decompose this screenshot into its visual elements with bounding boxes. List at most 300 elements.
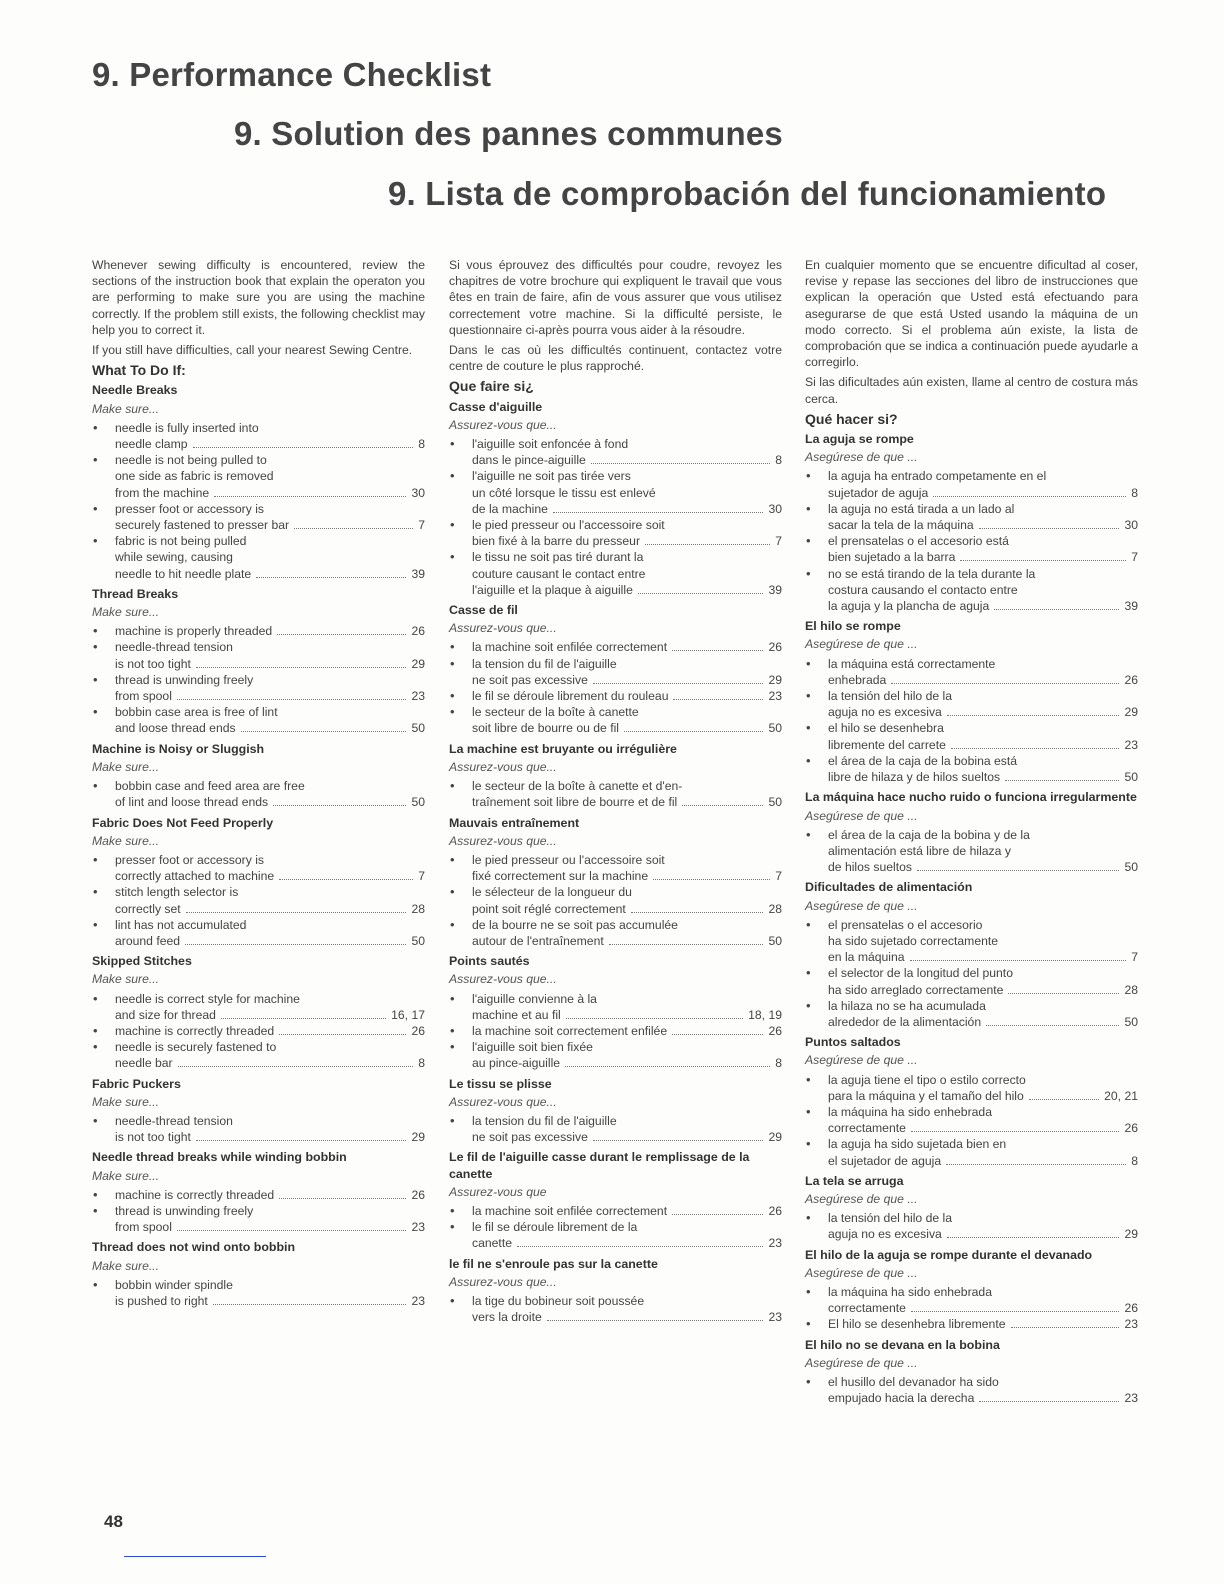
page-reference: 18, 19 (748, 1007, 782, 1022)
leader-dots (946, 1164, 1126, 1165)
checklist-item (92, 420, 425, 452)
page-reference: 26 (1124, 1301, 1138, 1316)
check-intro: Assurez-vous que... (449, 417, 557, 432)
check-intro: Make sure... (92, 972, 160, 987)
item-line (472, 1055, 782, 1071)
item-line (115, 485, 425, 501)
item-text: traînement soit libre de bourre et de fil (472, 795, 678, 810)
check-intro: Asegúrese de que ... (805, 1191, 918, 1206)
checklist-item (92, 852, 425, 884)
checklist-item (92, 533, 425, 582)
intro-paragraph: Whenever sewing difficulty is encountered, review the sections of the instruction book that explain the operaton you are performing to make sure you are using the machine correctly. If the problem still exists, the following checklist may help you to correct it. (92, 258, 426, 337)
item-text: • El hilo se desenhebra libremente (828, 1317, 1006, 1332)
item-text: • needle is fully inserted into (115, 420, 259, 435)
checklist (92, 852, 425, 949)
item-line (828, 737, 1138, 753)
item-line (472, 533, 782, 549)
checklist-item (449, 549, 782, 598)
problem-heading: Thread does not wind onto bobbin (92, 1240, 296, 1255)
check-intro: Asegúrese de que ... (805, 808, 918, 823)
checklist-item (92, 623, 425, 639)
page-reference: 30 (411, 485, 425, 500)
item-text: • l'aiguille soit bien fixée (472, 1040, 593, 1055)
item-line (828, 949, 1138, 965)
checklist (805, 468, 1138, 614)
checklist (449, 1293, 782, 1325)
checklist (92, 991, 425, 1072)
check-intro: Asegúrese de que ... (805, 1053, 918, 1068)
item-line (828, 1120, 1138, 1136)
page-reference: 26 (768, 640, 782, 655)
item-text: • bobbin winder spindle (115, 1277, 233, 1292)
checklist (92, 1113, 425, 1145)
item-text: • le tissu ne soit pas tiré durant la (472, 550, 644, 565)
item-text: • la tension du fil de l'aiguille (472, 656, 617, 671)
item-text: • la tensión del hilo de la (828, 1211, 952, 1226)
item-text: • el husillo del devanador ha sido (828, 1375, 999, 1389)
leader-dots (565, 1066, 770, 1067)
checklist-item (805, 468, 1138, 500)
page-reference: 8 (418, 1056, 425, 1071)
item-text: around feed (115, 933, 181, 948)
leader-dots (947, 715, 1120, 716)
checklist (449, 436, 782, 598)
leader-dots (593, 1140, 764, 1141)
checklist-item (805, 566, 1138, 615)
item-line (115, 1007, 425, 1023)
problem-heading: Thread Breaks (92, 586, 179, 601)
page-reference: 23 (1124, 1391, 1138, 1406)
item-line (115, 566, 425, 582)
check-intro: Assurez-vous que... (449, 833, 557, 848)
item-text: one side as fabric is removed (115, 469, 274, 484)
leader-dots (986, 1025, 1119, 1026)
page-reference: 26 (411, 1187, 425, 1202)
intro-paragraph: Dans le cas où les difficultés continuent, contactez votre centre de couture le plus rapproché. (449, 343, 782, 374)
checklist-item (92, 917, 425, 949)
checklist-item (449, 704, 782, 736)
problem-heading: Fabric Does Not Feed Properly (92, 815, 274, 830)
checklist-item (449, 1113, 782, 1145)
page-reference: 50 (768, 795, 782, 810)
check-intro: Make sure... (92, 605, 160, 620)
leader-dots (673, 699, 763, 700)
leader-dots (221, 1018, 386, 1019)
item-text: • el selector de la longitud del punto (828, 966, 1013, 981)
check-intro: Assurez-vous que... (449, 1094, 557, 1109)
item-text: • la hilaza no se ha acumulada (828, 998, 986, 1013)
item-text: • stitch length selector is (115, 885, 239, 900)
leader-dots (624, 731, 763, 732)
item-text: • thread is unwinding freely (115, 1203, 254, 1218)
problem-heading: Fabric Puckers (92, 1076, 181, 1091)
item-line (828, 672, 1138, 688)
item-text: vers la droite (472, 1310, 542, 1325)
problem-heading: Machine is Noisy or Sluggish (92, 741, 265, 756)
page-reference: 26 (1124, 672, 1138, 687)
checklist (805, 1210, 1138, 1242)
problem-heading: Le fil de l'aiguille casse durant le remplissage de la canette (449, 1150, 750, 1181)
checklist-item (92, 704, 425, 736)
leader-dots (273, 805, 406, 806)
item-line (472, 933, 782, 949)
item-line (115, 656, 425, 672)
item-text: alimentación está libre de hilaza y (828, 843, 1011, 858)
item-text: and size for thread (115, 1007, 216, 1022)
checklist-item (449, 1203, 782, 1219)
leader-dots (672, 1034, 763, 1035)
item-text: from the machine (115, 485, 210, 500)
leader-dots (591, 463, 770, 464)
item-line (828, 704, 1138, 720)
checklist (449, 778, 782, 810)
leader-dots (891, 683, 1119, 684)
leader-dots (279, 1034, 406, 1035)
page-reference: 16, 17 (391, 1007, 425, 1022)
item-text: • la aguja ha entrado competamente en el (828, 469, 1047, 484)
item-line (472, 639, 782, 655)
item-text: el sujetador de aguja (828, 1153, 942, 1168)
checklist (449, 1113, 782, 1145)
checklist-item (449, 517, 782, 549)
checklist-item (805, 501, 1138, 533)
item-text: • la aguja ha sido sujetada bien en (828, 1137, 1007, 1152)
problem-heading: Dificultades de alimentación (805, 880, 973, 895)
leader-dots (177, 1230, 407, 1231)
leader-dots (672, 1214, 763, 1215)
leader-dots (178, 1066, 414, 1067)
item-line (472, 1023, 782, 1039)
checklist-item (92, 991, 425, 1023)
item-text: dans le pince-aiguille (472, 453, 586, 468)
item-line (115, 901, 425, 917)
checklist-item (92, 452, 425, 501)
page-reference: 8 (775, 1056, 782, 1071)
page-reference: 29 (768, 672, 782, 687)
problem-heading: Le tissu se plisse (449, 1076, 552, 1091)
item-line (472, 794, 782, 810)
problem-heading: Casse de fil (449, 603, 518, 618)
item-text: • needle-thread tension (115, 1113, 233, 1128)
item-line (115, 868, 425, 884)
item-text: of lint and loose thread ends (115, 795, 269, 810)
checklist (805, 656, 1138, 786)
page-reference: 50 (1124, 1014, 1138, 1029)
page-reference: 50 (411, 933, 425, 948)
page-reference: 8 (1131, 485, 1138, 500)
leader-dots (294, 528, 413, 529)
page-reference: 50 (768, 721, 782, 736)
item-line (828, 1316, 1138, 1332)
item-text: • machine is correctly threaded (115, 1187, 275, 1202)
item-text: • la machine soit correctement enfilée (472, 1023, 668, 1038)
check-intro: Make sure... (92, 401, 160, 416)
page-reference: 29 (411, 1130, 425, 1145)
item-line (472, 901, 782, 917)
column-english (92, 257, 425, 1311)
item-text: securely fastened to presser bar (115, 518, 290, 533)
leader-dots (994, 609, 1119, 610)
item-text: de hilos sueltos (828, 860, 913, 875)
page-reference: 23 (411, 689, 425, 704)
item-text: en la máquina (828, 950, 905, 965)
checklist-item (92, 1023, 425, 1039)
item-text: canette (472, 1236, 512, 1251)
checklist-item (449, 656, 782, 688)
item-line (472, 501, 782, 517)
item-text: • de la bourre ne se soit pas accumulée (472, 917, 678, 932)
checklist-item (805, 1072, 1138, 1104)
page-reference: 8 (775, 453, 782, 468)
item-line (115, 720, 425, 736)
checklist (92, 778, 425, 810)
item-text: • la machine soit enfilée correctement (472, 1203, 668, 1218)
item-text: • thread is unwinding freely (115, 672, 254, 687)
item-text: correctamente (828, 1301, 906, 1316)
item-text: • la tensión del hilo de la (828, 689, 952, 704)
problem-heading: Skipped Stitches (92, 954, 192, 969)
item-text: while sewing, causing (115, 550, 233, 565)
checklist-item (449, 884, 782, 916)
page-reference: 30 (1124, 518, 1138, 533)
leader-dots (910, 960, 1127, 961)
leader-dots (566, 1018, 743, 1019)
leader-dots (1011, 1327, 1120, 1328)
item-text: • l'aiguille ne soit pas tirée vers (472, 469, 631, 484)
item-line (472, 1309, 782, 1325)
item-text: libre de hilaza y de hilos sueltos (828, 770, 1001, 785)
page-reference: 39 (411, 566, 425, 581)
item-text: • el prensatelas o el accesorio está (828, 534, 1009, 549)
leader-dots (979, 528, 1120, 529)
item-line (828, 1153, 1138, 1169)
checklist-item (449, 1293, 782, 1325)
leader-dots (1005, 780, 1119, 781)
checklist-item (449, 1023, 782, 1039)
checklist-item (805, 753, 1138, 785)
item-text: • lint has not accumulated (115, 917, 247, 932)
item-text: para la máquina y el tamaño del hilo (828, 1088, 1024, 1103)
item-line (115, 933, 425, 949)
page-reference: 23 (768, 1236, 782, 1251)
page-reference: 29 (1124, 1227, 1138, 1242)
item-line (115, 794, 425, 810)
page-reference: 7 (418, 518, 425, 533)
item-text: correctamente (828, 1121, 906, 1136)
intro-paragraph: Si las dificultades aún existen, llame al centro de costura más cerca. (805, 375, 1138, 406)
item-text: autour de l'entraînement (472, 933, 604, 948)
item-text: ha sido arreglado correctamente (828, 982, 1004, 997)
problem-heading: Needle thread breaks while winding bobbin (92, 1150, 347, 1165)
item-line (472, 672, 782, 688)
checklist-item (449, 917, 782, 949)
page-reference: 26 (1124, 1121, 1138, 1136)
intro-paragraph: En cualquier momento que se encuentre dificultad al coser, revise y repase las secciones del libro de instrucciones que explican la operación que Usted está efectuando para asegurarse de que está Usted usando la máquina de un modo correcto. Si el problema aún existe, la lista de comprobación que se indica a continuación puede ayudarle a corregirlo. (805, 258, 1138, 370)
checklist (805, 1284, 1138, 1333)
check-intro: Make sure... (92, 833, 160, 848)
page-reference: 23 (768, 689, 782, 704)
page-reference: 29 (1124, 705, 1138, 720)
leader-dots (193, 447, 414, 448)
section-heading: Que faire si¿ (449, 378, 534, 395)
leader-dots (645, 544, 770, 545)
checklist-item (449, 778, 782, 810)
item-line (828, 1300, 1138, 1316)
item-line (828, 1390, 1138, 1406)
checklist-item (92, 501, 425, 533)
item-line (115, 1219, 425, 1235)
item-text: • needle is not being pulled to (115, 453, 267, 468)
page-reference: 23 (1124, 1317, 1138, 1332)
checklist (449, 991, 782, 1072)
page-reference: 8 (418, 437, 425, 452)
page-reference: 23 (411, 1220, 425, 1235)
problem-heading: La máquina hace nucho ruido o funciona irregularmente (805, 790, 1137, 805)
item-text: • le pied presseur ou l'accessoire soit (472, 852, 665, 867)
item-line (828, 769, 1138, 785)
leader-dots (547, 1320, 764, 1321)
item-text: • le sélecteur de la longueur du (472, 885, 632, 900)
checklist (449, 852, 782, 949)
leader-dots (960, 560, 1126, 561)
leader-dots (185, 944, 406, 945)
check-intro: Asegúrese de que ... (805, 898, 918, 913)
problem-heading: La tela se arruga (805, 1173, 904, 1188)
problem-heading: Points sautés (449, 954, 530, 969)
title-spanish: 9. Lista de comprobación del funcionamiento (388, 175, 1107, 212)
leader-dots (933, 496, 1126, 497)
leader-dots (279, 879, 413, 880)
item-text: fixé correctement sur la machine (472, 869, 649, 884)
problem-heading: le fil ne s'enroule pas sur la canette (449, 1256, 658, 1271)
page-reference: 23 (1124, 737, 1138, 752)
item-text: bien sujetado a la barra (828, 550, 956, 565)
checklist (805, 1374, 1138, 1406)
check-intro: Asegúrese de que ... (805, 450, 918, 465)
checklist-item (92, 884, 425, 916)
item-text: from spool (115, 1220, 172, 1235)
check-intro: Make sure... (92, 1168, 160, 1183)
item-text: • el área de la caja de la bobina y de la (828, 827, 1030, 842)
item-line (115, 517, 425, 533)
page-reference: 29 (411, 656, 425, 671)
problem-heading: El hilo no se devana en la bobina (805, 1337, 1000, 1352)
item-text: alrededor de la alimentación (828, 1014, 982, 1029)
checklist-item (92, 1203, 425, 1235)
page-number: 48 (104, 1512, 123, 1531)
item-line (472, 1129, 782, 1145)
leader-dots (241, 731, 407, 732)
title-french: 9. Solution des pannes communes (234, 115, 783, 152)
page-reference: 30 (768, 501, 782, 516)
page-reference: 7 (775, 869, 782, 884)
leader-dots (653, 879, 770, 880)
problem-heading: Needle Breaks (92, 383, 178, 398)
leader-dots (682, 805, 763, 806)
item-line (828, 1014, 1138, 1030)
item-text: • la aguja tiene el tipo o estilo correcto (828, 1072, 1026, 1087)
item-text: • el área de la caja de la bobina está (828, 753, 1018, 768)
leader-dots (196, 1140, 407, 1141)
item-text: • bobbin case and feed area are free (115, 779, 305, 794)
checklist-item (805, 1136, 1138, 1168)
item-text: empujado hacia la derecha (828, 1391, 975, 1406)
page-reference: 50 (1124, 860, 1138, 875)
checklist (805, 1072, 1138, 1169)
problem-heading: El hilo de la aguja se rompe durante el devanado (805, 1247, 1093, 1262)
checklist-item (449, 991, 782, 1023)
intro-paragraph: If you still have difficulties, call your nearest Sewing Centre. (92, 343, 413, 358)
leader-dots (1008, 993, 1119, 994)
check-intro: Asegúrese de que ... (805, 1265, 918, 1280)
checklist-item (805, 1284, 1138, 1316)
checklist-item (449, 852, 782, 884)
page-reference: 39 (768, 582, 782, 597)
item-text: • presser foot or accessory is (115, 501, 265, 516)
item-line (472, 1203, 782, 1219)
page-reference: 8 (1131, 1153, 1138, 1168)
leader-dots (279, 1198, 406, 1199)
leader-dots (277, 634, 406, 635)
check-intro: Make sure... (92, 1258, 160, 1273)
item-line (828, 549, 1138, 565)
page-reference: 50 (411, 795, 425, 810)
page-reference: 39 (1124, 599, 1138, 614)
page-reference: 20, 21 (1104, 1088, 1138, 1103)
item-text: • la tension du fil de l'aiguille (472, 1113, 617, 1128)
item-text: • le secteur de la boîte à canette (472, 705, 639, 720)
checklist-item (805, 1374, 1138, 1406)
page-reference: 50 (1124, 770, 1138, 785)
item-text: un côté lorsque le tissu est enlevé (472, 485, 656, 500)
column-spanish (805, 257, 1138, 1408)
checklist (92, 623, 425, 736)
item-text: needle bar (115, 1056, 173, 1071)
checklist-item (449, 436, 782, 468)
item-text: enhebrada (828, 672, 887, 687)
title-english: 9. Performance Checklist (92, 56, 492, 93)
checklist-item (805, 965, 1138, 997)
section-heading: Qué hacer si? (805, 410, 898, 427)
page-reference: 26 (768, 1023, 782, 1038)
item-text: • needle-thread tension (115, 640, 233, 655)
leader-dots (1029, 1099, 1099, 1100)
item-text: • bobbin case area is free of lint (115, 705, 278, 720)
item-text: aguja no es excesiva (828, 705, 942, 720)
item-text: • needle is correct style for machine (115, 991, 300, 1006)
item-text: • la máquina ha sido enhebrada (828, 1284, 992, 1299)
item-text: aguja no es excesiva (828, 1227, 942, 1242)
leader-dots (638, 593, 764, 594)
item-text: • el prensatelas o el accesorio (828, 917, 983, 932)
item-text: au pince-aiguille (472, 1056, 561, 1071)
item-line (828, 598, 1138, 614)
checklist-item (805, 533, 1138, 565)
item-line (115, 1187, 425, 1203)
item-text: • le fil se déroule librement du rouleau (472, 689, 669, 704)
item-line (115, 1293, 425, 1309)
check-intro: Assurez-vous que (449, 1184, 547, 1199)
checklist-item (805, 1316, 1138, 1332)
item-line (115, 436, 425, 452)
item-text: is pushed to right (115, 1293, 208, 1308)
checklist-item (805, 720, 1138, 752)
item-text: • el hilo se desenhebra (828, 721, 944, 736)
item-line (828, 485, 1138, 501)
item-text: libremente del carrete (828, 737, 946, 752)
check-intro: Asegúrese de que ... (805, 1355, 918, 1370)
item-line (115, 688, 425, 704)
